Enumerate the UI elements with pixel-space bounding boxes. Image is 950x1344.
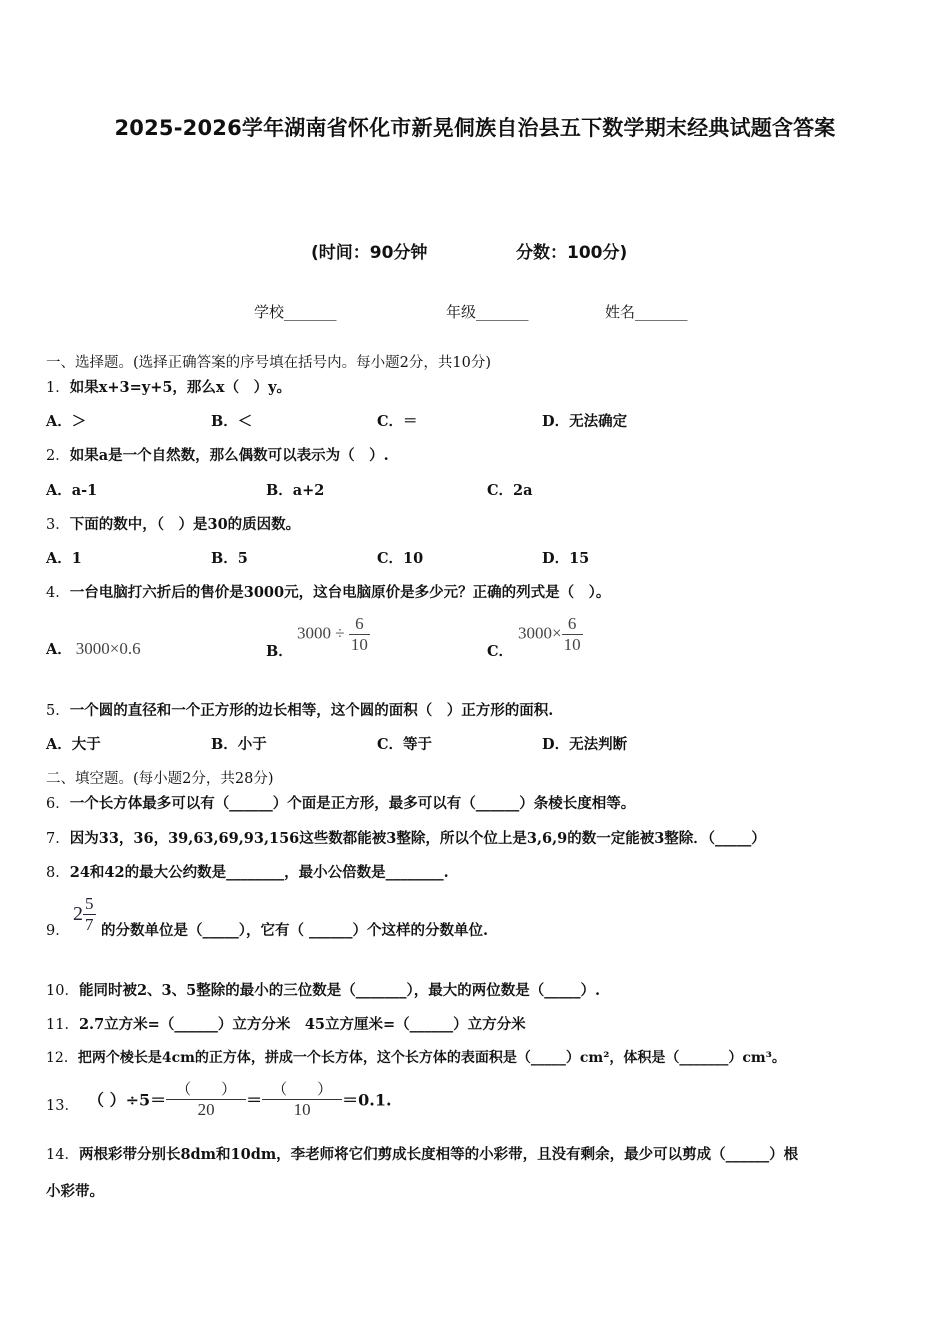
question-number: 14． xyxy=(46,1147,79,1163)
question-14 xyxy=(46,1143,798,1164)
question-10 xyxy=(46,979,600,1000)
question-number: 2． xyxy=(46,448,70,464)
question-13-expression xyxy=(88,1078,392,1120)
q4-option-c-expression xyxy=(518,614,583,655)
numerator: （ ） xyxy=(166,1078,246,1100)
q4-option-a xyxy=(46,638,141,659)
denominator: 10 xyxy=(350,635,368,654)
fraction xyxy=(83,894,96,935)
page-title: 2025-2026学年湖南省怀化市新晃侗族自治县五下数学期末经典试题含答案 xyxy=(114,116,836,140)
q2-option-a: A．a-1 xyxy=(46,482,98,499)
fraction-1 xyxy=(166,1078,246,1120)
numerator: （ ） xyxy=(262,1078,342,1100)
question-number: 8． xyxy=(46,865,70,881)
q1-option-a: A．＞ xyxy=(46,413,87,430)
q5-option-c: C．等于 xyxy=(377,736,433,753)
question-number: 11． xyxy=(46,1017,79,1033)
q3-option-d: D．15 xyxy=(542,550,590,567)
question-text: 一个圆的直径和一个正方形的边长相等，这个圆的面积（ ）正方形的面积. xyxy=(69,702,554,719)
question-number: 7． xyxy=(46,831,70,847)
q2-option-b: B．a+2 xyxy=(266,482,325,499)
numerator: 5 xyxy=(85,894,94,913)
expression-prefix: （ ）÷5＝ xyxy=(88,1090,167,1110)
q1-option-d: D．无法确定 xyxy=(542,413,628,430)
name-field: 姓名_______ xyxy=(605,303,688,321)
option-expression: 3000×0.6 xyxy=(75,639,141,658)
question-1 xyxy=(46,376,291,397)
question-text: 能同时被2、3、5整除的最小的三位数是（_______），最大的两位数是（_____）. xyxy=(78,982,601,999)
expression-suffix: ＝0.1. xyxy=(342,1090,392,1110)
question-text: 24和42的最大公约数是________，最小公倍数是________. xyxy=(69,864,449,881)
q1-option-b: B．＜ xyxy=(211,413,253,430)
mixed-number xyxy=(73,894,96,935)
school-field: 学校_______ xyxy=(254,303,337,321)
option-label: A． xyxy=(46,641,72,658)
exam-time: (时间：90分钟 xyxy=(311,243,428,263)
section1-heading: 一、选择题。(选择正确答案的序号填在括号内。每小题2分，共10分) xyxy=(46,355,491,371)
q4-option-c-label: C． xyxy=(487,643,514,660)
question-number: 3． xyxy=(46,517,70,533)
question-text: 把两个棱长是4cm的正方体，拼成一个长方体，这个长方体的表面积是（_____）cm²，体积是（_______）cm³。 xyxy=(77,1050,786,1066)
question-number: 10． xyxy=(46,983,79,999)
numerator: 6 xyxy=(349,614,370,635)
question-text: 2.7立方米=（______）立方分米 45立方厘米=（______）立方分米 xyxy=(78,1016,526,1033)
denominator: 7 xyxy=(85,915,94,934)
fraction-2 xyxy=(262,1078,342,1120)
question-6 xyxy=(46,792,635,813)
section2-heading: 二、填空题。(每小题2分，共28分) xyxy=(46,771,274,787)
fraction xyxy=(349,614,370,655)
question-text: 下面的数中，（ ）是30的质因数。 xyxy=(69,516,301,533)
question-12 xyxy=(46,1047,786,1067)
question-text: 因为33，36，39,63,69,93,156这些数都能被3整除，所以个位上是3,6,9的数一定能被3整除．（_____） xyxy=(69,830,766,847)
expression-prefix: 3000 ÷ xyxy=(297,623,345,643)
question-14-continuation: 小彩带。 xyxy=(46,1183,104,1200)
question-number: 5． xyxy=(46,703,70,719)
question-number: 1． xyxy=(46,380,70,396)
q4-option-b-expression xyxy=(297,614,370,655)
question-text: 如果x+3=y+5，那么x（ ）y。 xyxy=(69,379,292,396)
question-9-text: 的分数单位是（_____），它有（ ______）个这样的分数单位. xyxy=(101,922,489,939)
question-text: 一台电脑打六折后的售价是3000元，这台电脑原价是多少元？正确的列式是（ ）。 xyxy=(69,584,611,601)
question-number: 12． xyxy=(46,1050,78,1066)
denominator: 10 xyxy=(293,1100,311,1119)
denominator: 10 xyxy=(563,635,581,654)
whole-part: 2 xyxy=(73,903,83,925)
question-13-number: 13． xyxy=(46,1098,79,1114)
question-2 xyxy=(46,444,389,465)
question-11 xyxy=(46,1013,526,1034)
exam-score: 分数：100分) xyxy=(516,243,628,263)
q4-option-b-label: B． xyxy=(266,643,293,660)
denominator: 20 xyxy=(197,1100,215,1119)
q5-option-b: B．小于 xyxy=(211,736,267,753)
question-number: 6． xyxy=(46,796,70,812)
numerator: 6 xyxy=(562,614,583,635)
q2-option-c: C．2a xyxy=(487,482,533,499)
grade-field: 年级_______ xyxy=(446,303,529,321)
q3-option-a: A．1 xyxy=(46,550,82,567)
question-text: 一个长方体最多可以有（______）个面是正方形，最多可以有（______）条棱长度相等。 xyxy=(69,795,636,812)
expression-prefix: 3000× xyxy=(518,623,562,643)
question-text: 如果a是一个自然数，那么偶数可以表示为（ ）. xyxy=(69,447,389,464)
question-text: 两根彩带分别长8dm和10dm，李老师将它们剪成长度相等的小彩带，且没有剩余，最少可以剪成（______）根 xyxy=(78,1146,799,1163)
fraction xyxy=(562,614,583,655)
question-7 xyxy=(46,827,766,848)
question-8 xyxy=(46,861,449,882)
q5-option-d: D．无法判断 xyxy=(542,736,628,753)
equals-sign: ＝ xyxy=(246,1090,263,1110)
question-4 xyxy=(46,581,610,602)
question-number: 4． xyxy=(46,585,70,601)
question-3 xyxy=(46,513,300,534)
q3-option-b: B．5 xyxy=(211,550,248,567)
question-5 xyxy=(46,699,553,720)
q3-option-c: C．10 xyxy=(377,550,424,567)
q5-option-a: A．大于 xyxy=(46,736,101,753)
question-9-number: 9． xyxy=(46,923,70,939)
q1-option-c: C．＝ xyxy=(377,413,418,430)
